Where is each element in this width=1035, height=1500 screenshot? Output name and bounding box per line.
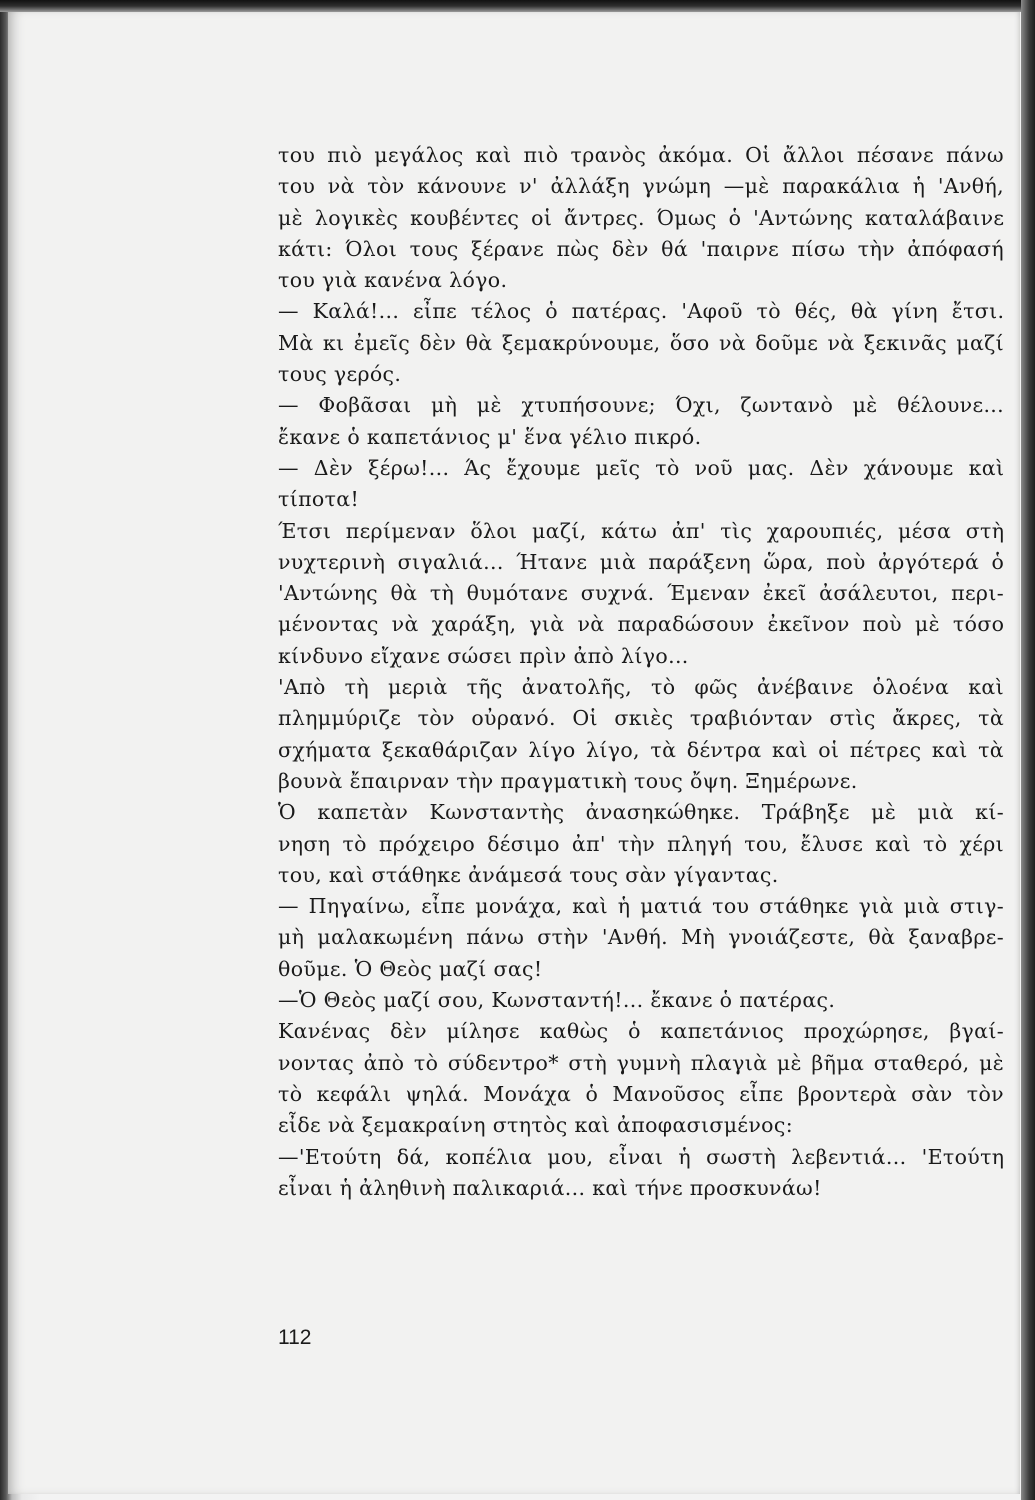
text-line: Έτσι περίμεναν ὅλοι μαζί, κάτω ἀπ' τὶς χαρουπιές, μέσα στὴ	[278, 518, 1005, 543]
text-line: μὴ μαλακωμένη πάνω στὴν 'Ανθή. Μὴ γνοιάζεστε, θὰ ξαναβρε-	[278, 925, 1005, 950]
text-line: πλημμύριζε τὸν οὐρανό. Οἱ σκιὲς τραβιόνταν στὶς ἄκρες, τὰ	[278, 706, 1005, 731]
text-line: τὸ κεφάλι ψηλά. Μονάχα ὁ Μανοῦσος εἶπε βροντερὰ σὰν τὸν	[278, 1081, 1004, 1106]
text-line: κάτι: Όλοι τους ξέρανε πὼς δὲν θά 'παιρνε πίσω τὴν ἀπόφασή	[278, 236, 1004, 261]
body-text	[278, 140, 1004, 1204]
scan-top-edge	[0, 0, 1035, 12]
text-line: —'Ετούτη δά, κοπέλια μου, εἶναι ἡ σωστὴ λεβεντιά... 'Ετούτη	[278, 1144, 1005, 1169]
text-line: του, καὶ στάθηκε ἀνάμεσά τους σὰν γίγαντας.	[278, 862, 779, 887]
text-line: κίνδυνο εἴχανε σώσει πρὶν ἀπὸ λίγο...	[278, 643, 689, 668]
text-line: Ὁ καπετὰν Κωνσταντὴς ἀνασηκώθηκε. Τράβηξε μὲ μιὰ κί-	[278, 800, 1004, 825]
text-line: τους γερός.	[278, 362, 402, 387]
page-number: 112	[278, 1326, 312, 1349]
text-line: του πιὸ μεγάλος καὶ πιὸ τρανὸς ἀκόμα. Οἱ ἄλλοι πέσανε πάνω	[278, 143, 1004, 167]
text-line: του νὰ τὸν κάνουνε ν' ἀλλάξη γνώμη —μὲ παρακάλια ἡ 'Ανθή,	[278, 174, 1004, 199]
text-line: θοῦμε. Ὁ Θεὸς μαζί σας!	[278, 956, 543, 981]
text-line: — Καλά!... εἶπε τέλος ὁ πατέρας. 'Αφοῦ τὸ θές, θὰ γίνη ἔτσι.	[278, 299, 1005, 324]
text-line: μένοντας νὰ χαράξη, γιὰ νὰ παραδώσουν ἐκεῖνον ποὺ μὲ τόσο	[278, 612, 1005, 637]
text-line: ἔκανε ὁ καπετάνιος μ' ἕνα γέλιο πικρό.	[278, 424, 702, 449]
text-line: νοντας ἀπὸ τὸ σύδεντρο* στὴ γυμνὴ πλαγιὰ μὲ βῆμα σταθερό, μὲ	[278, 1050, 1005, 1075]
text-line: βουνὰ ἔπαιρναν τὴν πραγματικὴ τους ὄψη. Ξημέρωνε.	[278, 768, 858, 793]
scan-right-edge	[1021, 0, 1035, 1500]
text-line: — Φοβᾶσαι μὴ μὲ χτυπήσουνε; Όχι, ζωντανὸ μὲ θέλουνε...	[278, 393, 1005, 418]
text-line: Μὰ κι ἐμεῖς δὲν θὰ ξεμακρύνουμε, ὅσο νὰ δοῦμε νὰ ξεκινᾶς μαζί	[278, 330, 1004, 355]
text-line: τίποτα!	[278, 487, 360, 512]
text-line: 'Αντώνης θὰ τὴ θυμότανε συχνά. Έμεναν ἐκεῖ ἀσάλευτοι, περι-	[278, 581, 1004, 606]
text-line: —Ὁ Θεὸς μαζί σου, Κωνσταντή!... ἔκανε ὁ πατέρας.	[278, 988, 836, 1013]
text-line: νηση τὸ πρόχειρο δέσιμο ἀπ' τὴν πληγή του, ἔλυσε καὶ τὸ χέρι	[278, 831, 1004, 856]
text-line: 'Απὸ τὴ μεριὰ τῆς ἀνατολῆς, τὸ φῶς ἀνέβαινε ὁλοένα καὶ	[278, 675, 1004, 700]
text-line: του γιὰ κανένα λόγο.	[278, 268, 508, 293]
text-line: σχήματα ξεκαθάριζαν λίγο λίγο, τὰ δέντρα καὶ οἱ πέτρες καὶ τὰ	[278, 737, 1004, 762]
text-line: — Δὲν ξέρω!... Άς ἔχουμε μεῖς τὸ νοῦ μας. Δὲν χάνουμε καὶ	[278, 455, 1005, 480]
text-line: νυχτερινὴ σιγαλιά... Ήτανε μιὰ παράξενη ὥρα, ποὺ ἀργότερά ὁ	[278, 549, 1005, 574]
text-line: εἶδε νὰ ξεμακραίνη στητὸς καὶ ἀποφασισμένος:	[278, 1113, 793, 1138]
text-line: — Πηγαίνω, εἶπε μονάχα, καὶ ἡ ματιά του στάθηκε γιὰ μιὰ στιγ-	[278, 894, 1004, 919]
text-line: μὲ λογικὲς κουβέντες οἱ ἄντρες. Όμως ὁ 'Αντώνης καταλάβαινε	[278, 205, 1005, 230]
text-line: εἶναι ἡ ἀληθινὴ παλικαριά... καὶ τήνε προσκυνάω!	[278, 1175, 822, 1200]
text-line: Κανένας δὲν μίλησε καθὼς ὁ καπετάνιος προχώρησε, βγαί-	[278, 1019, 1004, 1044]
